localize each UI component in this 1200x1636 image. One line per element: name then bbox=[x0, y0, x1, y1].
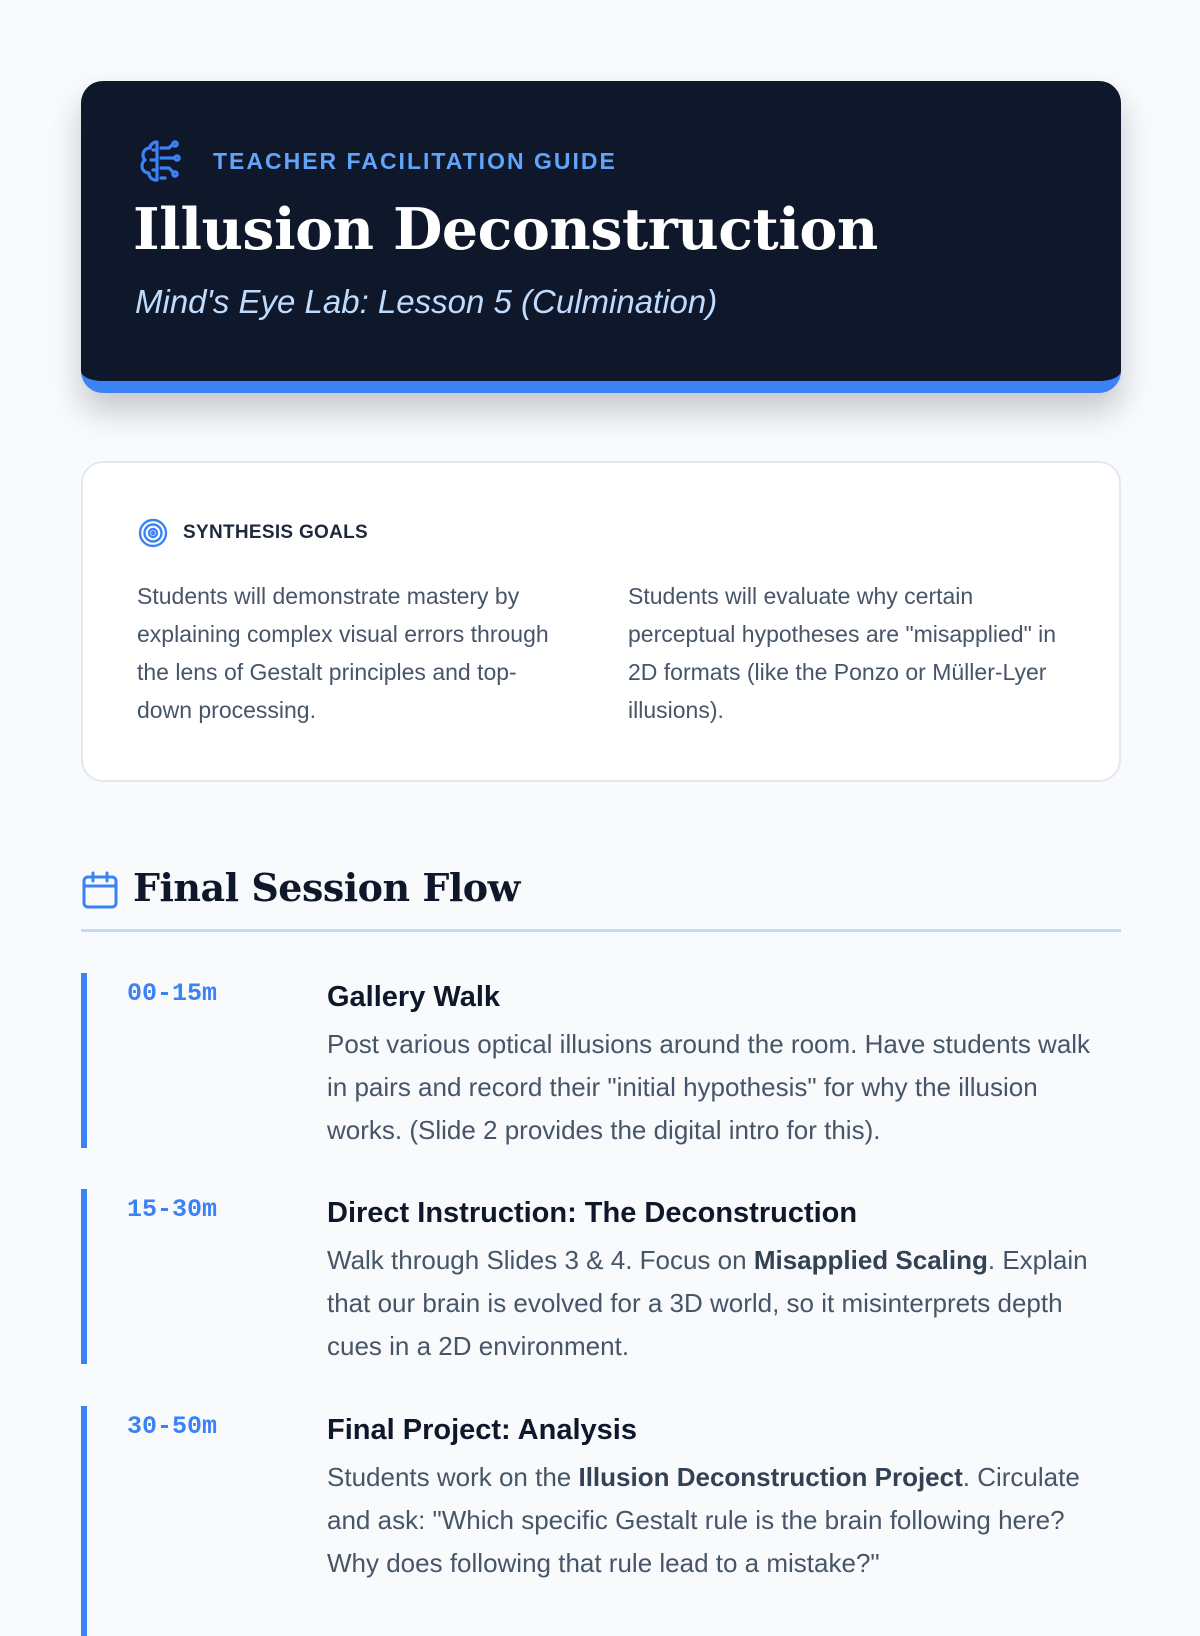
step-title: Gallery Walk bbox=[327, 981, 501, 1013]
step-title: Direct Instruction: The Deconstruction bbox=[327, 1197, 858, 1229]
synthesis-goals-card bbox=[81, 461, 1121, 782]
target-icon bbox=[137, 517, 169, 549]
step-emphasis: Misapplied Scaling bbox=[753, 1245, 988, 1275]
step-text: . Circulate and ask: "Which specific Gestalt rule is the brain following here? Why does following that rule lead to a mistake?" bbox=[327, 1462, 1080, 1578]
timeline-step bbox=[81, 1189, 1121, 1364]
timeline-step bbox=[81, 973, 1121, 1148]
step-time: 15-30m bbox=[127, 1195, 218, 1224]
brain-icon bbox=[135, 136, 185, 186]
step-text: Walk through Slides 3 & 4. Focus on bbox=[327, 1245, 754, 1275]
step-time: 00-15m bbox=[127, 979, 218, 1008]
step-time: 30-50m bbox=[127, 1412, 218, 1441]
page-subtitle: Mind's Eye Lab: Lesson 5 (Culmination) bbox=[135, 283, 718, 320]
guide-type-label: TEACHER FACILITATION GUIDE bbox=[213, 147, 617, 174]
step-title: Final Project: Analysis bbox=[327, 1414, 637, 1446]
step-description bbox=[327, 1456, 1107, 1585]
step-text: Students work on the bbox=[327, 1462, 579, 1492]
goal-item: Students will evaluate why certain perceptual hypotheses are "misapplied" in 2D formats (like the Ponzo or Müller-Lyer illusions). bbox=[628, 583, 1057, 723]
calendar-icon bbox=[81, 870, 119, 910]
goal-item: Students will demonstrate mastery by explaining complex visual errors through the lens of Gestalt principles and top-down processing. bbox=[137, 583, 549, 723]
step-text: . Explain that our brain is evolved for a 3D world, so it misinterprets depth cues in a 2D environment. bbox=[327, 1245, 1088, 1361]
step-emphasis: Illusion Deconstruction Project bbox=[578, 1462, 963, 1492]
section-title: Final Session Flow bbox=[133, 865, 520, 910]
step-description: Post various optical illusions around the room. Have students walk in pairs and record their "initial hypothesis" for why the illusion works. (Slide 2 provides the digital intro for this). bbox=[327, 1029, 1091, 1145]
timeline-step bbox=[81, 1406, 1121, 1636]
goals-heading bbox=[137, 517, 368, 549]
session-flow-heading bbox=[81, 862, 1121, 932]
guide-header bbox=[81, 81, 1121, 393]
step-description bbox=[327, 1239, 1107, 1368]
guide-eyebrow bbox=[135, 135, 617, 187]
page-title: Illusion Deconstruction bbox=[133, 196, 878, 263]
goals-label: SYNTHESIS GOALS bbox=[183, 522, 369, 543]
